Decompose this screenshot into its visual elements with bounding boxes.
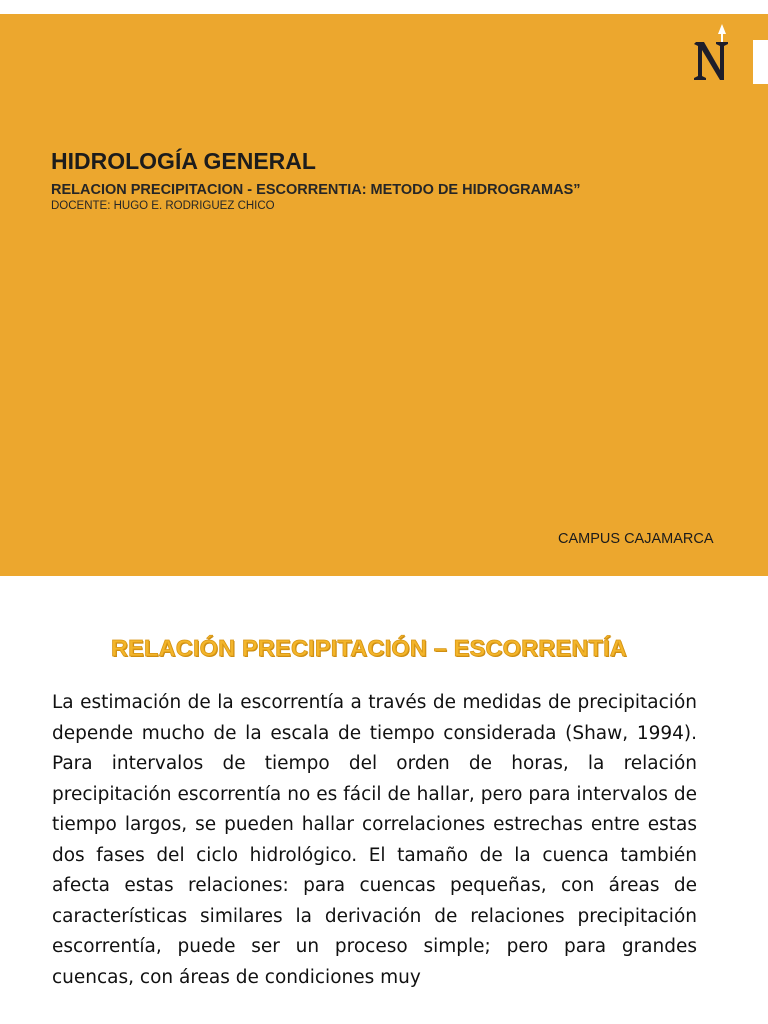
course-title: HIDROLOGÍA GENERAL	[51, 148, 316, 174]
body-paragraph: La estimación de la escorrentía a través de medidas de precipitación depende mucho de la escala de tiempo considerada (Shaw, 1994). Para intervalos de tiempo del orden de horas, la relación precipitación escorrentía no es fácil de hallar, pero para intervalos de tiempo largos, se pueden hallar correlaciones estrechas entre estas dos fases del ciclo hidrológico. El tamaño de la cuenca también afecta estas relaciones: para cuencas pequeñas, con áreas de características similares la derivación de relaciones precipitación escorrentía, puede ser un proceso simple; pero para grandes cuencas, con áreas de condiciones muy	[52, 692, 697, 988]
university-logo-icon	[690, 22, 734, 86]
logo-side-bar	[753, 40, 768, 84]
campus-label: CAMPUS CAJAMARCA	[558, 531, 714, 547]
section-heading: RELACIÓN PRECIPITACIÓN – ESCORRENTÍA	[111, 635, 627, 661]
teacher-name: DOCENTE: HUGO E. RODRIGUEZ CHICO	[51, 200, 275, 212]
top-margin	[0, 0, 768, 14]
presentation-subtitle: RELACION PRECIPITACION - ESCORRENTIA: METODO DE HIDROGRAMAS”	[51, 182, 581, 198]
title-slide	[0, 14, 768, 576]
